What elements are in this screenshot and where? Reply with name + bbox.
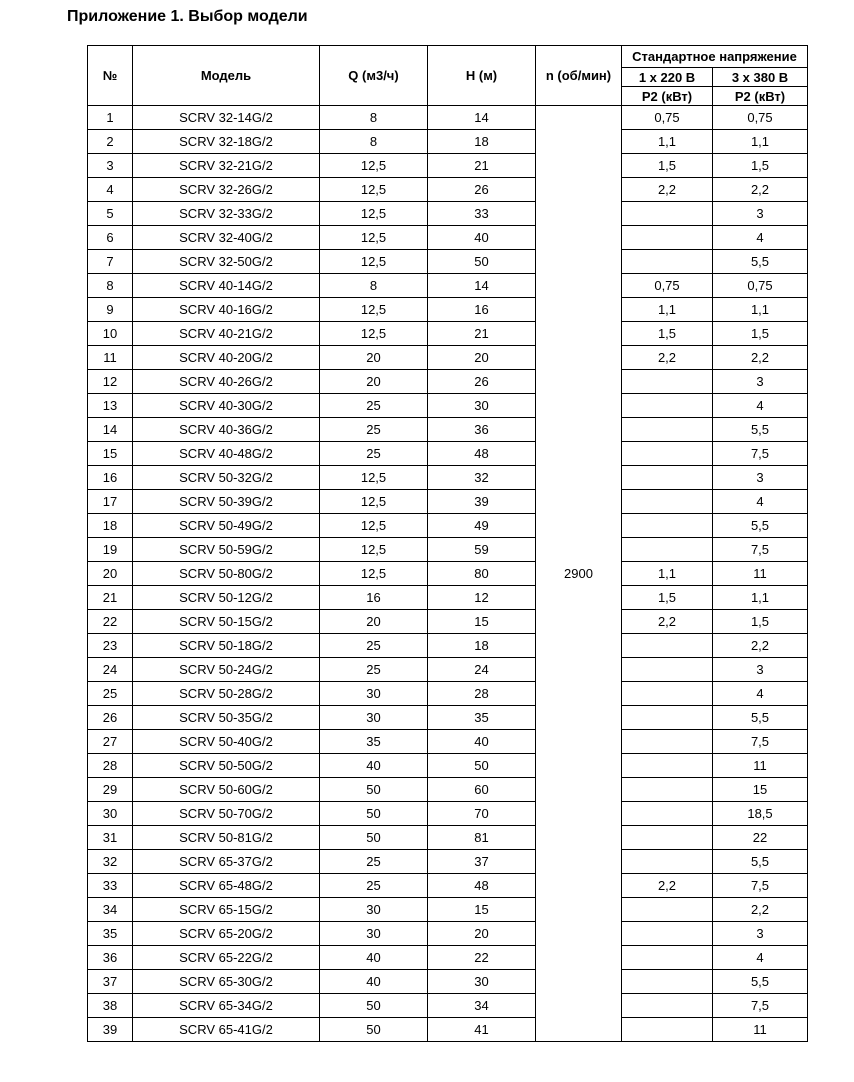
flow-cell: 40 <box>320 970 428 994</box>
model-cell: SCRV 40-26G/2 <box>133 370 320 394</box>
row-number: 37 <box>88 970 133 994</box>
flow-cell: 12,5 <box>320 250 428 274</box>
table-row <box>88 586 808 610</box>
head-cell: 16 <box>428 298 536 322</box>
power-three-cell: 18,5 <box>713 802 808 826</box>
power-three-cell: 0,75 <box>713 274 808 298</box>
power-single-cell <box>622 730 713 754</box>
head-cell: 12 <box>428 586 536 610</box>
model-cell: SCRV 65-22G/2 <box>133 946 320 970</box>
head-cell: 28 <box>428 682 536 706</box>
power-single-cell <box>622 1018 713 1042</box>
flow-cell: 25 <box>320 658 428 682</box>
power-single-cell <box>622 514 713 538</box>
power-three-cell: 5,5 <box>713 418 808 442</box>
power-single-cell: 2,2 <box>622 346 713 370</box>
table-row <box>88 634 808 658</box>
power-single-cell: 1,5 <box>622 154 713 178</box>
head-cell: 20 <box>428 346 536 370</box>
head-cell: 70 <box>428 802 536 826</box>
power-three-cell: 1,1 <box>713 130 808 154</box>
head-cell: 49 <box>428 514 536 538</box>
power-single-cell <box>622 850 713 874</box>
row-number: 32 <box>88 850 133 874</box>
power-single-cell <box>622 250 713 274</box>
row-number: 11 <box>88 346 133 370</box>
power-three-cell: 1,5 <box>713 610 808 634</box>
power-single-cell <box>622 754 713 778</box>
head-cell: 35 <box>428 706 536 730</box>
model-cell: SCRV 50-59G/2 <box>133 538 320 562</box>
flow-cell: 12,5 <box>320 202 428 226</box>
flow-cell: 8 <box>320 274 428 298</box>
model-cell: SCRV 40-16G/2 <box>133 298 320 322</box>
head-cell: 40 <box>428 730 536 754</box>
flow-cell: 25 <box>320 418 428 442</box>
head-cell: 21 <box>428 154 536 178</box>
row-number: 30 <box>88 802 133 826</box>
power-single-cell: 1,1 <box>622 130 713 154</box>
model-cell: SCRV 50-40G/2 <box>133 730 320 754</box>
table-row <box>88 106 808 130</box>
row-number: 21 <box>88 586 133 610</box>
power-three-cell: 11 <box>713 1018 808 1042</box>
head-cell: 48 <box>428 874 536 898</box>
flow-cell: 35 <box>320 730 428 754</box>
model-cell: SCRV 50-39G/2 <box>133 490 320 514</box>
model-cell: SCRV 50-32G/2 <box>133 466 320 490</box>
flow-cell: 30 <box>320 922 428 946</box>
power-single-cell <box>622 826 713 850</box>
power-three-cell: 4 <box>713 682 808 706</box>
row-number: 36 <box>88 946 133 970</box>
row-number: 26 <box>88 706 133 730</box>
flow-cell: 50 <box>320 826 428 850</box>
power-three-cell: 2,2 <box>713 346 808 370</box>
row-number: 38 <box>88 994 133 1018</box>
table-row <box>88 802 808 826</box>
head-cell: 26 <box>428 370 536 394</box>
model-cell: SCRV 50-50G/2 <box>133 754 320 778</box>
table-row <box>88 154 808 178</box>
power-three-cell: 5,5 <box>713 970 808 994</box>
power-three-cell: 1,1 <box>713 298 808 322</box>
row-number: 18 <box>88 514 133 538</box>
head-cell: 21 <box>428 322 536 346</box>
flow-cell: 50 <box>320 802 428 826</box>
power-three-cell: 7,5 <box>713 730 808 754</box>
row-number: 8 <box>88 274 133 298</box>
head-cell: 30 <box>428 394 536 418</box>
power-three-cell: 5,5 <box>713 850 808 874</box>
flow-cell: 50 <box>320 778 428 802</box>
power-three-cell: 0,75 <box>713 106 808 130</box>
table-row <box>88 682 808 706</box>
model-cell: SCRV 50-80G/2 <box>133 562 320 586</box>
model-cell: SCRV 40-48G/2 <box>133 442 320 466</box>
power-single-cell <box>622 898 713 922</box>
power-single-cell <box>622 202 713 226</box>
row-number: 16 <box>88 466 133 490</box>
power-single-cell <box>622 634 713 658</box>
power-single-cell <box>622 922 713 946</box>
power-single-cell <box>622 658 713 682</box>
model-cell: SCRV 65-37G/2 <box>133 850 320 874</box>
power-single-cell: 2,2 <box>622 178 713 202</box>
flow-cell: 12,5 <box>320 322 428 346</box>
power-three-cell: 3 <box>713 466 808 490</box>
table-row <box>88 874 808 898</box>
power-single-cell <box>622 802 713 826</box>
head-cell: 22 <box>428 946 536 970</box>
flow-cell: 20 <box>320 370 428 394</box>
table-row <box>88 418 808 442</box>
head-cell: 32 <box>428 466 536 490</box>
row-number: 5 <box>88 202 133 226</box>
power-single-cell: 1,1 <box>622 562 713 586</box>
header-head: H (м) <box>428 46 536 106</box>
header-voltage: Стандартное напряжение <box>622 46 808 68</box>
model-cell: SCRV 40-20G/2 <box>133 346 320 370</box>
power-single-cell: 0,75 <box>622 274 713 298</box>
row-number: 12 <box>88 370 133 394</box>
table-row <box>88 922 808 946</box>
power-three-cell: 11 <box>713 754 808 778</box>
head-cell: 50 <box>428 754 536 778</box>
model-cell: SCRV 40-21G/2 <box>133 322 320 346</box>
row-number: 28 <box>88 754 133 778</box>
flow-cell: 16 <box>320 586 428 610</box>
head-cell: 20 <box>428 922 536 946</box>
power-three-cell: 5,5 <box>713 514 808 538</box>
power-three-cell: 4 <box>713 946 808 970</box>
table-row <box>88 898 808 922</box>
flow-cell: 25 <box>320 394 428 418</box>
table-row <box>88 346 808 370</box>
table-row <box>88 466 808 490</box>
power-single-cell <box>622 682 713 706</box>
power-three-cell: 1,5 <box>713 322 808 346</box>
header-rpm: n (об/мин) <box>536 46 622 106</box>
row-number: 31 <box>88 826 133 850</box>
power-three-cell: 3 <box>713 202 808 226</box>
row-number: 23 <box>88 634 133 658</box>
head-cell: 40 <box>428 226 536 250</box>
model-selection-table <box>87 45 808 1042</box>
power-three-cell: 5,5 <box>713 250 808 274</box>
rpm-cell: 2900 <box>536 106 622 1042</box>
head-cell: 15 <box>428 898 536 922</box>
power-three-cell: 1,1 <box>713 586 808 610</box>
head-cell: 41 <box>428 1018 536 1042</box>
model-cell: SCRV 65-41G/2 <box>133 1018 320 1042</box>
row-number: 4 <box>88 178 133 202</box>
row-number: 6 <box>88 226 133 250</box>
model-cell: SCRV 50-60G/2 <box>133 778 320 802</box>
row-number: 19 <box>88 538 133 562</box>
power-single-cell <box>622 370 713 394</box>
power-three-cell: 1,5 <box>713 154 808 178</box>
flow-cell: 50 <box>320 1018 428 1042</box>
header-power-single: P2 (кВт) <box>622 87 713 106</box>
flow-cell: 20 <box>320 346 428 370</box>
flow-cell: 40 <box>320 754 428 778</box>
model-cell: SCRV 50-35G/2 <box>133 706 320 730</box>
table-row <box>88 178 808 202</box>
row-number: 2 <box>88 130 133 154</box>
row-number: 15 <box>88 442 133 466</box>
table-row <box>88 322 808 346</box>
model-cell: SCRV 32-40G/2 <box>133 226 320 250</box>
model-cell: SCRV 50-70G/2 <box>133 802 320 826</box>
power-three-cell: 2,2 <box>713 178 808 202</box>
head-cell: 50 <box>428 250 536 274</box>
power-single-cell: 1,1 <box>622 298 713 322</box>
model-cell: SCRV 50-81G/2 <box>133 826 320 850</box>
row-number: 33 <box>88 874 133 898</box>
header-single-phase: 1 x 220 В <box>622 68 713 87</box>
power-three-cell: 2,2 <box>713 634 808 658</box>
model-cell: SCRV 50-28G/2 <box>133 682 320 706</box>
head-cell: 24 <box>428 658 536 682</box>
table-row <box>88 754 808 778</box>
row-number: 17 <box>88 490 133 514</box>
flow-cell: 30 <box>320 682 428 706</box>
power-three-cell: 15 <box>713 778 808 802</box>
flow-cell: 12,5 <box>320 538 428 562</box>
power-single-cell <box>622 706 713 730</box>
table-row <box>88 130 808 154</box>
model-cell: SCRV 65-48G/2 <box>133 874 320 898</box>
row-number: 20 <box>88 562 133 586</box>
power-single-cell: 0,75 <box>622 106 713 130</box>
flow-cell: 12,5 <box>320 514 428 538</box>
head-cell: 30 <box>428 970 536 994</box>
table-row <box>88 706 808 730</box>
head-cell: 59 <box>428 538 536 562</box>
table-row <box>88 562 808 586</box>
flow-cell: 30 <box>320 898 428 922</box>
model-cell: SCRV 65-34G/2 <box>133 994 320 1018</box>
table-row <box>88 538 808 562</box>
flow-cell: 30 <box>320 706 428 730</box>
row-number: 25 <box>88 682 133 706</box>
power-single-cell <box>622 394 713 418</box>
power-single-cell <box>622 466 713 490</box>
flow-cell: 12,5 <box>320 154 428 178</box>
head-cell: 81 <box>428 826 536 850</box>
table-row <box>88 970 808 994</box>
table-row <box>88 226 808 250</box>
power-three-cell: 11 <box>713 562 808 586</box>
table-row <box>88 994 808 1018</box>
head-cell: 14 <box>428 106 536 130</box>
head-cell: 26 <box>428 178 536 202</box>
table-row <box>88 730 808 754</box>
table-body <box>88 106 808 1042</box>
power-three-cell: 3 <box>713 658 808 682</box>
row-number: 27 <box>88 730 133 754</box>
flow-cell: 12,5 <box>320 466 428 490</box>
model-cell: SCRV 50-49G/2 <box>133 514 320 538</box>
head-cell: 36 <box>428 418 536 442</box>
head-cell: 33 <box>428 202 536 226</box>
head-cell: 80 <box>428 562 536 586</box>
model-cell: SCRV 32-50G/2 <box>133 250 320 274</box>
row-number: 35 <box>88 922 133 946</box>
flow-cell: 12,5 <box>320 178 428 202</box>
model-cell: SCRV 40-14G/2 <box>133 274 320 298</box>
header-model: Модель <box>133 46 320 106</box>
table-row <box>88 370 808 394</box>
power-single-cell <box>622 490 713 514</box>
table-row <box>88 274 808 298</box>
header-flow: Q (м3/ч) <box>320 46 428 106</box>
head-cell: 34 <box>428 994 536 1018</box>
row-number: 9 <box>88 298 133 322</box>
table-row <box>88 610 808 634</box>
power-single-cell: 1,5 <box>622 586 713 610</box>
power-single-cell <box>622 226 713 250</box>
row-number: 1 <box>88 106 133 130</box>
flow-cell: 12,5 <box>320 226 428 250</box>
flow-cell: 8 <box>320 130 428 154</box>
flow-cell: 25 <box>320 634 428 658</box>
power-single-cell <box>622 970 713 994</box>
power-single-cell: 2,2 <box>622 610 713 634</box>
power-three-cell: 7,5 <box>713 874 808 898</box>
power-three-cell: 7,5 <box>713 538 808 562</box>
table-row <box>88 394 808 418</box>
model-cell: SCRV 32-33G/2 <box>133 202 320 226</box>
power-three-cell: 4 <box>713 226 808 250</box>
flow-cell: 12,5 <box>320 298 428 322</box>
table-row <box>88 946 808 970</box>
model-cell: SCRV 32-26G/2 <box>133 178 320 202</box>
table-row <box>88 850 808 874</box>
power-single-cell <box>622 538 713 562</box>
power-single-cell: 2,2 <box>622 874 713 898</box>
row-number: 13 <box>88 394 133 418</box>
row-number: 7 <box>88 250 133 274</box>
table-row <box>88 514 808 538</box>
head-cell: 48 <box>428 442 536 466</box>
head-cell: 39 <box>428 490 536 514</box>
power-three-cell: 3 <box>713 370 808 394</box>
power-three-cell: 2,2 <box>713 898 808 922</box>
table-row <box>88 442 808 466</box>
model-cell: SCRV 50-12G/2 <box>133 586 320 610</box>
head-cell: 60 <box>428 778 536 802</box>
model-cell: SCRV 65-30G/2 <box>133 970 320 994</box>
head-cell: 15 <box>428 610 536 634</box>
power-three-cell: 7,5 <box>713 994 808 1018</box>
model-cell: SCRV 65-15G/2 <box>133 898 320 922</box>
header-power-three: P2 (кВт) <box>713 87 808 106</box>
row-number: 39 <box>88 1018 133 1042</box>
table-row <box>88 298 808 322</box>
head-cell: 37 <box>428 850 536 874</box>
row-number: 24 <box>88 658 133 682</box>
header-three-phase: 3 x 380 В <box>713 68 808 87</box>
table-row <box>88 658 808 682</box>
head-cell: 18 <box>428 634 536 658</box>
table-row <box>88 778 808 802</box>
table-row <box>88 202 808 226</box>
flow-cell: 25 <box>320 442 428 466</box>
model-cell: SCRV 40-36G/2 <box>133 418 320 442</box>
flow-cell: 8 <box>320 106 428 130</box>
head-cell: 14 <box>428 274 536 298</box>
flow-cell: 12,5 <box>320 562 428 586</box>
power-three-cell: 7,5 <box>713 442 808 466</box>
model-cell: SCRV 32-18G/2 <box>133 130 320 154</box>
power-single-cell: 1,5 <box>622 322 713 346</box>
table-row <box>88 250 808 274</box>
power-three-cell: 4 <box>713 394 808 418</box>
power-single-cell <box>622 778 713 802</box>
model-cell: SCRV 50-18G/2 <box>133 634 320 658</box>
power-single-cell <box>622 442 713 466</box>
row-number: 22 <box>88 610 133 634</box>
power-three-cell: 22 <box>713 826 808 850</box>
model-cell: SCRV 50-15G/2 <box>133 610 320 634</box>
flow-cell: 12,5 <box>320 490 428 514</box>
flow-cell: 40 <box>320 946 428 970</box>
model-cell: SCRV 50-24G/2 <box>133 658 320 682</box>
model-cell: SCRV 65-20G/2 <box>133 922 320 946</box>
power-single-cell <box>622 946 713 970</box>
row-number: 10 <box>88 322 133 346</box>
power-single-cell <box>622 994 713 1018</box>
power-three-cell: 4 <box>713 490 808 514</box>
head-cell: 18 <box>428 130 536 154</box>
flow-cell: 50 <box>320 994 428 1018</box>
power-three-cell: 3 <box>713 922 808 946</box>
model-cell: SCRV 32-14G/2 <box>133 106 320 130</box>
page-title: Приложение 1. Выбор модели <box>67 8 308 25</box>
row-number: 34 <box>88 898 133 922</box>
model-cell: SCRV 32-21G/2 <box>133 154 320 178</box>
power-single-cell <box>622 418 713 442</box>
flow-cell: 25 <box>320 850 428 874</box>
flow-cell: 25 <box>320 874 428 898</box>
table-row <box>88 826 808 850</box>
header-number: № <box>88 46 133 106</box>
flow-cell: 20 <box>320 610 428 634</box>
power-three-cell: 5,5 <box>713 706 808 730</box>
row-number: 29 <box>88 778 133 802</box>
row-number: 3 <box>88 154 133 178</box>
row-number: 14 <box>88 418 133 442</box>
table-row <box>88 490 808 514</box>
table-row <box>88 1018 808 1042</box>
model-cell: SCRV 40-30G/2 <box>133 394 320 418</box>
